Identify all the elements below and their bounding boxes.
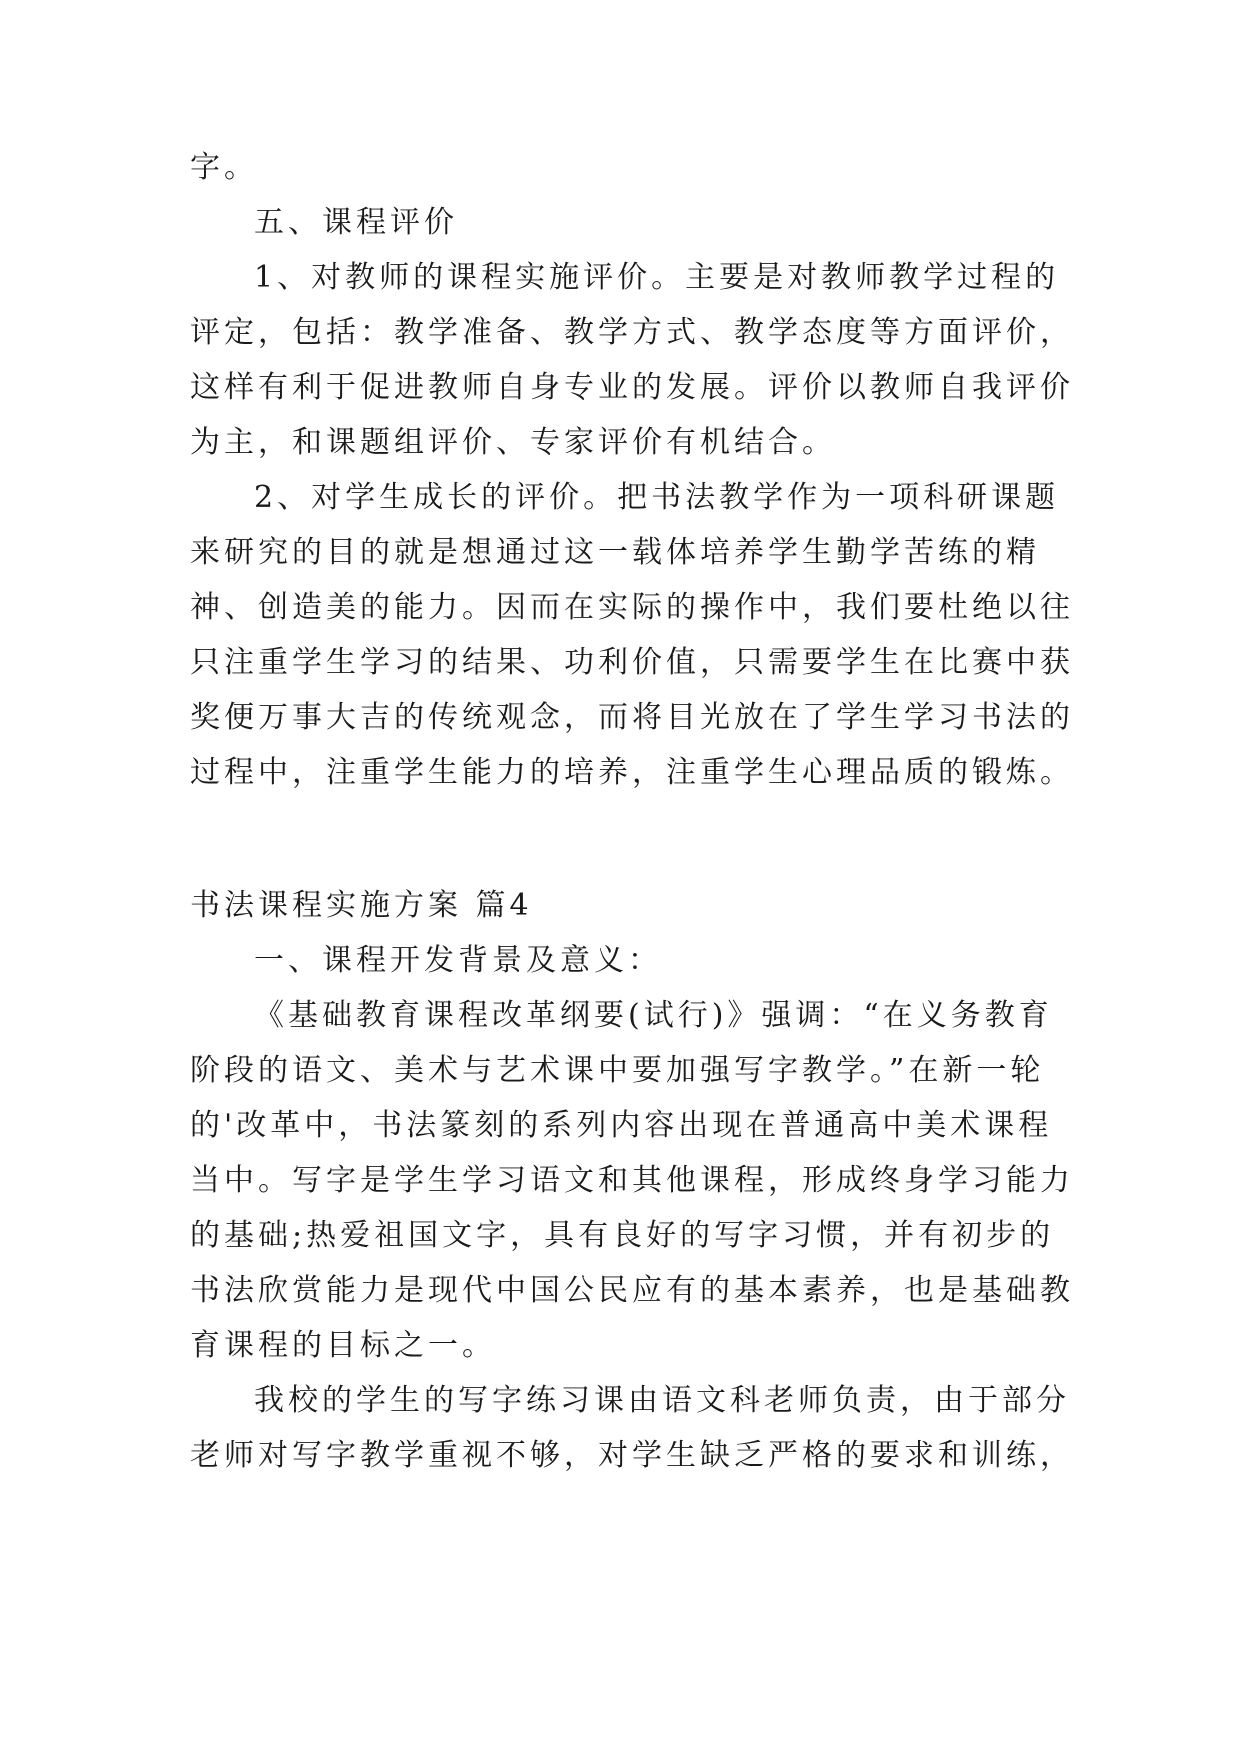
section-course-evaluation [190, 140, 1074, 800]
paragraph-line: 来研究的目的就是想通过这一载体培养学生勤学苦练的精 [190, 535, 1040, 570]
paragraph-line: 《基础教育课程改革纲要(试行)》强调：“在义务教育 [254, 998, 1053, 1033]
paragraph-line: 书法欣赏能力是现代中国公民应有的基本素养，也是基础教 [190, 1273, 1074, 1308]
paragraph-line: 当中。写字是学生学习语文和其他课程，形成终身学习能力 [190, 1163, 1074, 1198]
paragraph-line: 老师对写字教学重视不够，对学生缺乏严格的要求和训练， [190, 1438, 1074, 1473]
paragraph-line: 只注重学生学习的结果、功利价值，只需要学生在比赛中获 [190, 645, 1074, 680]
paragraph-line: 为主，和课题组评价、专家评价有机结合。 [190, 425, 836, 460]
paragraph-line: 的'改革中，书法篆刻的系列内容出现在普通高中美术课程 [190, 1108, 1053, 1143]
section-heading: 一、课程开发背景及意义： [254, 943, 662, 978]
paragraph-line: 1、对教师的课程实施评价。主要是对教师教学过程的 [254, 260, 1060, 295]
paragraph-line: 评定，包括：教学准备、教学方式、教学态度等方面评价， [190, 315, 1074, 350]
section-plan-4 [190, 878, 1074, 1483]
paragraph-line: 我校的学生的写字练习课由语文科老师负责，由于部分 [254, 1383, 1070, 1418]
document-title: 书法课程实施方案 篇4 [190, 888, 533, 923]
section-heading: 五、课程评价 [254, 205, 458, 240]
paragraph-line: 过程中，注重学生能力的培养，注重学生心理品质的锻炼。 [190, 755, 1074, 790]
paragraph-line: 字。 [190, 150, 258, 185]
paragraph-line: 这样有利于促进教师自身专业的发展。评价以教师自我评价 [190, 370, 1074, 405]
paragraph-line: 的基础;热爱祖国文字，具有良好的写字习惯，并有初步的 [190, 1218, 1055, 1253]
paragraph-line: 神、创造美的能力。因而在实际的操作中，我们要杜绝以往 [190, 590, 1074, 625]
paragraph-line: 育课程的目标之一。 [190, 1328, 496, 1363]
paragraph-line: 奖便万事大吉的传统观念，而将目光放在了学生学习书法的 [190, 700, 1074, 735]
paragraph-line: 阶段的语文、美术与艺术课中要加强写字教学。”在新一轮 [190, 1053, 1045, 1088]
paragraph-line: 2、对学生成长的评价。把书法教学作为一项科研课题 [254, 480, 1060, 515]
